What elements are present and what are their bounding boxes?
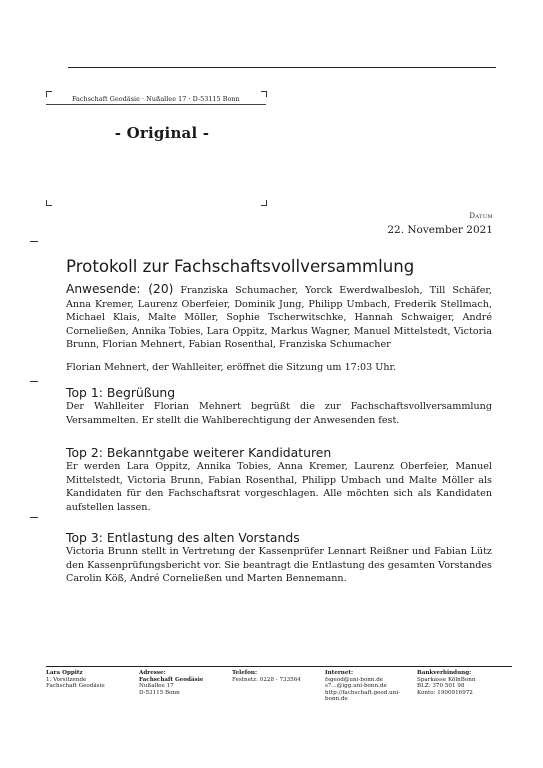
footer-signatory-role: 1. Vorsitzende [46, 676, 87, 683]
fold-mark-bottom [30, 517, 38, 518]
window-corner-br [261, 200, 267, 206]
footer-phone-head: Telefon: [232, 670, 258, 676]
footer-website-line2[interactable]: bonn.de [325, 696, 348, 703]
footer-bank-head: Bankverbindung: [417, 670, 472, 676]
punch-mark [30, 381, 38, 382]
attendance-block [66, 283, 492, 352]
footer-email-2[interactable]: s7...@igg.uni-bonn.de [325, 683, 387, 690]
section-body-top2: Er werden Lara Oppitz, Annika Tobies, Anna Kremer, Laurenz Oberfeier, Manuel Mittelstedt, Victoria Brunn, Fabian Rosenthal, Philipp Umbach und Malte Möller als Kandidaten für den Fachschaftsrat vorgeschlagen. Alle möchten sich als Kandidaten aufstellen lassen. [66, 461, 492, 513]
footer-email-1[interactable]: fsgeod@uni-bonn.de [325, 676, 384, 683]
footer-address-street: Nußallee 17 [139, 683, 174, 690]
document-title: Protokoll zur Fachschaftsvollversammlung [66, 257, 415, 276]
top-rule [68, 67, 496, 68]
attendance-names: Franziska Schumacher, Yorck Ewerdwalbesloh, Till Schäfer, Anna Kremer, Laurenz Oberfeier, Dominik Jung, Philipp Umbach, Frederik Stellmach, Michael Klais, Malte Möller, Sophie Tscherwitschke, Hannah Schwaiger, André Corneließen, Annika Tobies, Lara Oppitz, Markus Wagner, Manuel Mittelstedt, Victoria Brunn, Florian Mehnert, Fabian Rosenthal, Franziska Schumacher [66, 285, 492, 351]
date-value: 22. November 2021 [387, 224, 493, 236]
footer-rule [46, 666, 512, 667]
opening-statement: Florian Mehnert, der Wahlleiter, eröffnet die Sitzung um 17:03 Uhr. [66, 362, 397, 373]
footer-internet-head: Internet: [325, 670, 354, 676]
section-heading-top1: Top 1: Begrüßung [66, 385, 176, 400]
footer-signatory-name: Lara Oppitz [46, 670, 83, 676]
footer-bank-account: Konto: 1900916972 [417, 689, 473, 696]
footer-address-org: Fachschaft Geodäsie [139, 676, 204, 683]
section-heading-top2: Top 2: Bekanntgabe weiterer Kandidaturen [66, 445, 332, 460]
footer-signatory-org: Fachschaft Geodäsie [46, 683, 105, 690]
window-corner-tr [261, 91, 267, 97]
original-stamp: - Original - [114, 124, 210, 142]
footer-bank-name: Sparkasse KölnBonn [417, 676, 476, 683]
footer-phone [232, 670, 316, 683]
sender-underline [46, 104, 266, 105]
sender-address-line: Fachschaft Geodäsie · Nußallee 17 · D-53115 Bonn [72, 95, 240, 103]
footer-bank-blz: BLZ: 370 501 98 [417, 683, 465, 690]
footer-bank [417, 670, 501, 696]
window-corner-bl [46, 200, 52, 206]
attendance-label: Anwesende: (20) [66, 282, 174, 296]
footer-address-head: Adresse: [139, 670, 166, 676]
footer-internet [325, 670, 409, 703]
window-corner-tl [46, 91, 52, 97]
footer-address [139, 670, 223, 696]
fold-mark-top [30, 241, 38, 242]
section-heading-top3: Top 3: Entlastung des alten Vorstands [66, 530, 300, 545]
section-body-top3: Victoria Brunn stellt in Vertretung der Kassenprüfer Lennart Reißner und Fabian Lütz den Kassenprüfungsbericht vor. Sie beantragt die Entlastung des gesamten Vorstandes Carolin Köß, André Corneließen und Marten Bennemann. [66, 546, 492, 585]
footer-address-city: D-53115 Bonn [139, 689, 180, 696]
footer-website-line1[interactable]: http://fachschaft.geod.uni- [325, 689, 401, 696]
date-label: Datum [469, 212, 493, 220]
section-body-top1: Der Wahlleiter Florian Mehnert begrüßt die zur Fachschaftsvollversammlung Versammelten. Er stellt die Wahlberechtigung der Anwesenden fest. [66, 401, 492, 426]
footer-phone-number: Festnetz: 0228 - 733564 [232, 676, 301, 683]
footer-signatory [46, 670, 130, 690]
